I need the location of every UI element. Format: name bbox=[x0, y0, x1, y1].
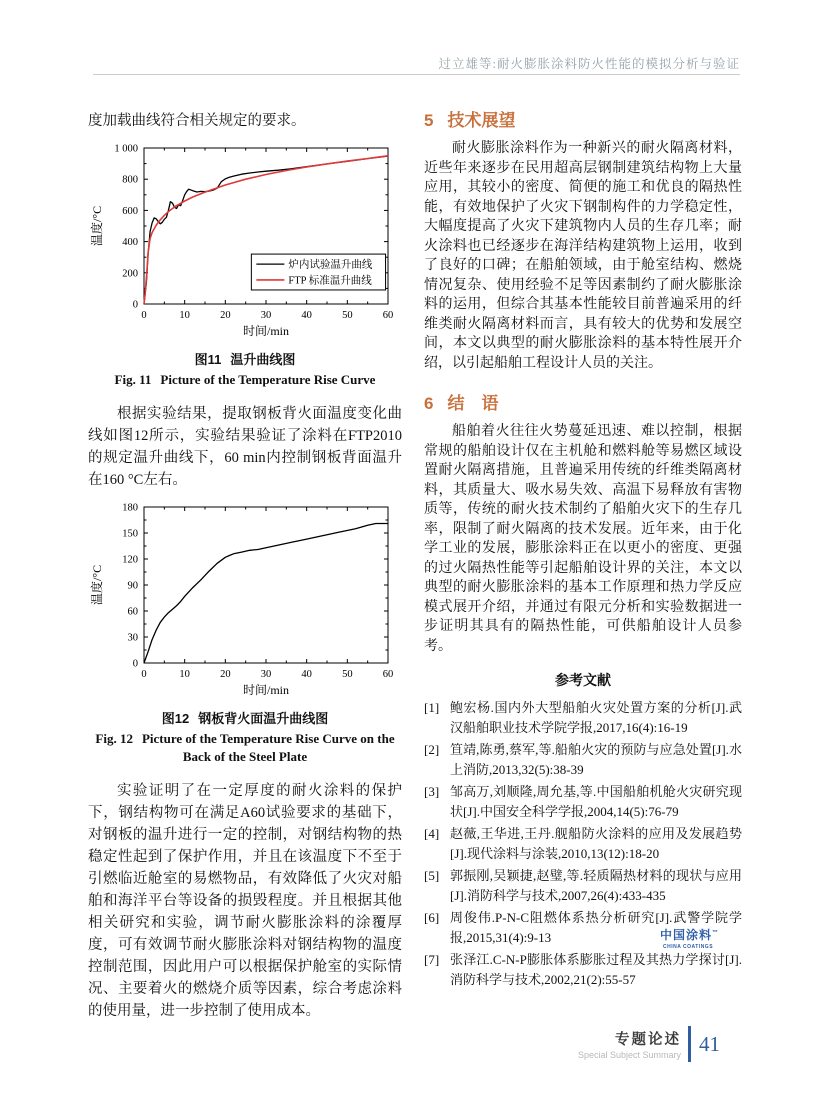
right-column bbox=[424, 106, 742, 992]
reference-label: [6] bbox=[424, 910, 440, 925]
fig11-temperature-rise-chart bbox=[88, 138, 402, 347]
china-coatings-logo bbox=[660, 926, 720, 950]
reference-label: [7] bbox=[424, 952, 440, 967]
reference-text: 鲍宏杨.国内外大型船舶火灾处置方案的分析[J].武汉船舶职业技术学院学报,2017,16(4):16-19 bbox=[450, 700, 742, 735]
svg-text:30: 30 bbox=[260, 669, 272, 680]
svg-text:150: 150 bbox=[122, 528, 138, 540]
svg-text:60: 60 bbox=[382, 310, 394, 321]
references-title: 参考文献 bbox=[555, 672, 611, 688]
reference-text: 郭振刚,吴颖捷,赵璧,等.轻质隔热材料的现状与应用[J].消防科学与技术,2007,26(4):433-435 bbox=[450, 868, 742, 903]
reference-label: [1] bbox=[424, 700, 440, 715]
reference-label: [2] bbox=[424, 742, 440, 757]
svg-text:0: 0 bbox=[132, 658, 138, 670]
reference-text: 赵薇,王华进,王丹.舰船防火涂料的应用及发展趋势[J].现代涂料与涂装,2010,13(12):18-20 bbox=[450, 826, 742, 861]
header-divider bbox=[93, 74, 740, 75]
left-column bbox=[88, 110, 402, 1022]
fig11-svg bbox=[88, 138, 402, 342]
fig11-title-en: Picture of the Temperature Rise Curve bbox=[160, 372, 376, 387]
svg-text:0: 0 bbox=[132, 299, 138, 311]
fig12-label-cn: 图12 bbox=[161, 711, 190, 726]
reference-text: 张泽江.C-N-P膨胀体系膨胀过程及其热力学探讨[J].消防科学与技术,2002,21(2):55-57 bbox=[450, 952, 742, 987]
fig11-caption-en bbox=[88, 371, 402, 389]
svg-text:800: 800 bbox=[122, 174, 138, 186]
logo-cn-text: 中国涂料 bbox=[660, 928, 713, 942]
svg-text:60: 60 bbox=[127, 606, 138, 618]
svg-text:20: 20 bbox=[220, 669, 231, 680]
fig11-label-cn: 图11 bbox=[194, 352, 222, 367]
reference-label: [4] bbox=[424, 826, 440, 841]
svg-text:200: 200 bbox=[122, 268, 138, 280]
svg-text:30: 30 bbox=[260, 310, 272, 321]
fig12-caption-cn bbox=[88, 708, 402, 727]
fig12-title-cn: 钢板背火面温升曲线图 bbox=[198, 711, 329, 726]
section-6-heading bbox=[424, 389, 742, 414]
page-number: 41 bbox=[699, 1031, 720, 1056]
svg-text:120: 120 bbox=[122, 554, 138, 566]
svg-text:温度/°C: 温度/°C bbox=[90, 564, 104, 606]
page-footer bbox=[578, 1026, 720, 1062]
fig12-label-en: Fig. 12 bbox=[95, 731, 133, 746]
section-6-body: 船舶着火往往火势蔓延迅速、难以控制，根据常规的船舶设计仅在主机舱和燃料舱等易燃区域设置耐火隔离措施，且普遍采用传统的纤维类隔离材料，其质量大、吸水易失效、高温下易释放有害物质等，传统的耐火技术制约了船舶火灾下的生存几率，限制了耐火隔离的技术发展。近年来，由于化学工业的发展，膨胀涂料正在以更小的密度、更强的过火隔热性能等引起船舶设计界的关注，本文以典型的耐火膨胀涂料的基本工作原理和热力学反应模式展开介绍，并通过有限元分析和实验数据进一步证明其具有的隔热性能，可供船舶设计人员参考。 bbox=[424, 424, 742, 654]
fig12-steel-plate-chart bbox=[88, 497, 402, 706]
fig12-title-en: Picture of the Temperature Rise Curve on the Back of the Steel Plate bbox=[141, 731, 395, 764]
section-5-title: 技术展望 bbox=[447, 111, 516, 130]
reference-label: [3] bbox=[424, 784, 440, 799]
section-6-number: 6 bbox=[424, 394, 434, 413]
fig11-caption-cn bbox=[88, 349, 402, 368]
svg-text:FTP 标准温升曲线: FTP 标准温升曲线 bbox=[288, 275, 372, 287]
logo-trademark-mark: ™ bbox=[712, 930, 720, 936]
reference-item bbox=[424, 824, 742, 863]
closing-paragraph: 实验证明了在一定厚度的耐火涂料的保护下，钢结构物可在满足A60试验要求的基础下，对钢板的温升进行一定的控制，对钢结构物的热稳定性起到了保护作用，并且在该温度下不至于引燃临近舱室的易燃物品，有效降低了火灾对船舶和海洋平台等设备的损毁程度。并且根据其他相关研究和实验，调节耐火膨胀涂料的涂覆厚度，可有效调节耐火膨胀涂料对钢结构物的温度控制范围，因此用户可以根据保护舱室的实际情况、主要着火的燃烧介质等因素，综合考虑涂料的使用量，进一步控制了使用成本。 bbox=[88, 783, 402, 1019]
footer-divider-bar bbox=[688, 1026, 691, 1062]
svg-text:50: 50 bbox=[342, 310, 353, 321]
footer-section-label-cn: 专题论述 bbox=[615, 1032, 681, 1048]
reference-item bbox=[424, 782, 742, 821]
paragraph-after-fig11: 根据实验结果，提取钢板背火面温度变化曲线如图12所示，实验结果验证了涂料在FTP2010的规定温升曲线下，60 min内控制钢板背面温升在160 °C左右。 bbox=[88, 406, 402, 488]
fig12-caption-en bbox=[88, 730, 402, 766]
svg-text:1 000: 1 000 bbox=[114, 143, 138, 155]
svg-text:600: 600 bbox=[122, 205, 138, 217]
continuation-paragraph: 度加载曲线符合相关规定的要求。 bbox=[88, 113, 306, 129]
svg-text:30: 30 bbox=[127, 632, 138, 644]
svg-text:0: 0 bbox=[141, 310, 147, 321]
section-5-body: 耐火膨胀涂料作为一种新兴的耐火隔离材料，近些年来逐步在民用超高层钢制建筑结构物上大量应用，其较小的密度、简便的施工和优良的隔热性能，有效地保护了火灾下钢制构件的力学稳定性，大幅度提高了火灾下建筑物内人员的生存几率；耐火涂料也已经逐步在海洋结构建筑物上运用，收到了良好的口碑；在船舶领域，由于舱室结构、燃烧情况复杂、使用经验不足等因素制约了耐火膨胀涂料的运用，但综合其基本性能较目前普遍采用的纤维类耐火隔离材料而言，具有较大的优势和发展空间，本文以典型的耐火膨胀涂料的基本特性展开介绍，以引起船舶工程设计人员的关注。 bbox=[424, 141, 742, 371]
reference-label: [5] bbox=[424, 868, 440, 883]
running-head: 过立雄等:耐火膨胀涂料防火性能的模拟分析与验证 bbox=[438, 57, 740, 71]
reference-item bbox=[424, 740, 742, 779]
svg-text:180: 180 bbox=[122, 502, 138, 514]
svg-text:温度/°C: 温度/°C bbox=[90, 205, 104, 247]
section-5-heading bbox=[424, 106, 742, 131]
svg-text:时间/min: 时间/min bbox=[242, 683, 290, 697]
reference-item bbox=[424, 950, 742, 989]
footer-section-label-en: Special Subject Summary bbox=[577, 1050, 681, 1060]
logo-name-en: CHINA COATINGS bbox=[662, 944, 714, 950]
svg-text:90: 90 bbox=[127, 580, 138, 592]
svg-text:40: 40 bbox=[301, 669, 312, 680]
footer-section-labels bbox=[578, 1028, 681, 1060]
reference-text: 笪靖,陈勇,蔡军,等.船舶火灾的预防与应急处置[J].水上消防,2013,32(5):38-39 bbox=[450, 742, 742, 777]
svg-text:40: 40 bbox=[301, 310, 312, 321]
logo-name-cn bbox=[660, 926, 720, 943]
fig11-label-en: Fig. 11 bbox=[114, 372, 152, 387]
reference-item bbox=[424, 866, 742, 905]
svg-text:50: 50 bbox=[342, 669, 353, 680]
svg-text:10: 10 bbox=[179, 669, 190, 680]
reference-text: 周俊伟.P-N-C阻燃体系热分析研究[J].武警学院学报,2015,31(4):9-13 bbox=[450, 910, 742, 945]
fig12-svg bbox=[88, 497, 402, 701]
svg-text:0: 0 bbox=[141, 669, 147, 680]
reference-item bbox=[424, 698, 742, 737]
reference-text: 邹高万,刘顺隆,周允基,等.中国船舶机舱火灾研究现状[J].中国安全科学学报,2004,14(5):76-79 bbox=[450, 784, 742, 819]
svg-text:20: 20 bbox=[220, 310, 231, 321]
svg-text:炉内试验温升曲线: 炉内试验温升曲线 bbox=[288, 259, 373, 271]
svg-text:60: 60 bbox=[382, 669, 394, 680]
svg-text:时间/min: 时间/min bbox=[242, 324, 290, 338]
svg-text:400: 400 bbox=[122, 237, 138, 249]
svg-text:10: 10 bbox=[179, 310, 190, 321]
section-5-number: 5 bbox=[424, 111, 434, 130]
fig11-title-cn: 温升曲线图 bbox=[230, 352, 296, 367]
section-6-title: 结 语 bbox=[447, 394, 499, 413]
